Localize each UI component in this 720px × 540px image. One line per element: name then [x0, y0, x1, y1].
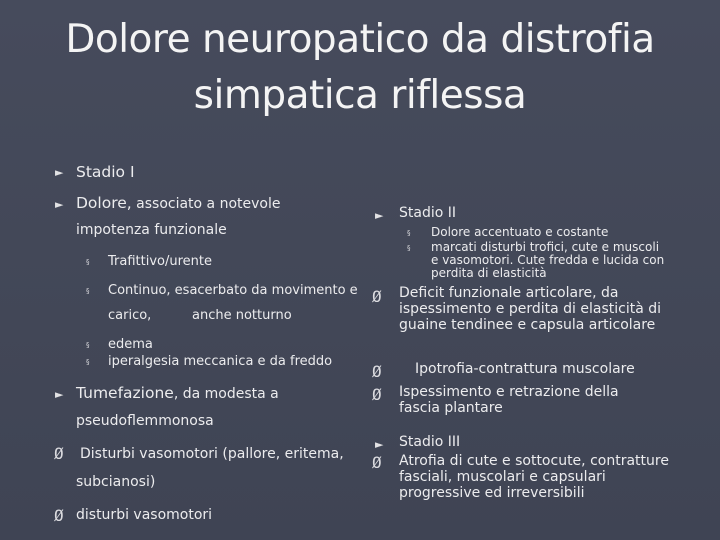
sub-bullet-edema: edema: [108, 337, 153, 352]
sub-bullet-continuo-cont-a: carico,: [108, 308, 152, 323]
hook-bullet-icon: Ø: [372, 362, 382, 381]
dolore-continuation: impotenza funzionale: [76, 222, 227, 238]
hook-bullet-icon: Ø: [54, 444, 64, 463]
sub-bullet-iperalgesia: iperalgesia meccanica e da freddo: [108, 354, 333, 369]
stadio-1-label: Stadio I: [76, 163, 135, 181]
square-bullet-icon: §: [86, 341, 90, 349]
square-bullet-icon: §: [86, 258, 90, 266]
dolore-rest: associato a notevole: [131, 196, 281, 212]
hook-bullet-icon: Ø: [372, 287, 382, 306]
sub-bullet-continuo-cont-b: anche notturno: [192, 308, 292, 323]
square-bullet-icon: §: [407, 244, 411, 252]
hook-bullet-icon: Ø: [372, 385, 382, 404]
atrofia-cute: Atrofia di cute e sottocute, contratture fasciali, muscolari e capsulari progressive ed irreversibili: [399, 453, 669, 501]
square-bullet-icon: §: [86, 358, 90, 366]
disturbi-vasomotori-2: disturbi vasomotori: [76, 507, 213, 523]
stadio-2-disturbi-trofici: marcati disturbi trofici, cute e muscoli e vasomotori. Cute fredda e lucida con perdita di elasticità: [431, 240, 665, 280]
square-bullet-icon: §: [86, 287, 90, 295]
square-bullet-icon: §: [407, 229, 411, 237]
ispessimento-fascia: Ispessimento e retrazione della fascia plantare: [399, 384, 619, 416]
hook-bullet-icon: Ø: [54, 506, 64, 525]
hook-bullet-icon: Ø: [372, 453, 382, 472]
triangle-bullet-icon: ►: [55, 166, 64, 179]
sub-bullet-trafittivo: Trafittivo/urente: [108, 254, 212, 269]
stadio-2-label: Stadio II: [399, 205, 457, 221]
tumefazione-head: Tumefazione: [76, 384, 174, 402]
disturbi-vasomotori-1-cont: subcianosi): [76, 474, 156, 490]
disturbi-vasomotori-1: Disturbi vasomotori (pallore, eritema,: [80, 446, 344, 462]
tumefazione-rest: , da modesta a: [173, 386, 279, 402]
deficit-funzionale: Deficit funzionale articolare, da ispessimento e perdita di elasticità di guaine tendinee e capsula articolare: [399, 285, 662, 333]
triangle-bullet-icon: ►: [55, 198, 64, 211]
triangle-bullet-icon: ►: [375, 438, 384, 451]
triangle-bullet-icon: ►: [375, 209, 384, 222]
tumefazione-continuation: pseudoflemmonosa: [76, 413, 214, 429]
ipotrofia-contrattura: Ipotrofia-contrattura muscolare: [415, 361, 635, 377]
triangle-bullet-icon: ►: [55, 388, 64, 401]
stadio-3-label: Stadio III: [399, 434, 461, 450]
slide-title: [20, 12, 700, 124]
stadio-2-dolore: Dolore accentuato e costante: [431, 225, 609, 239]
dolore-head: Dolore,: [76, 194, 132, 212]
tumefazione-line: [76, 384, 279, 402]
sub-bullet-continuo: Continuo, esacerbato da movimento e: [108, 283, 358, 298]
slide-title-line-2: simpatica riflessa: [193, 73, 527, 118]
slide-title-line-1: Dolore neuropatico da distrofia: [65, 17, 655, 62]
dolore-line: [76, 194, 280, 212]
